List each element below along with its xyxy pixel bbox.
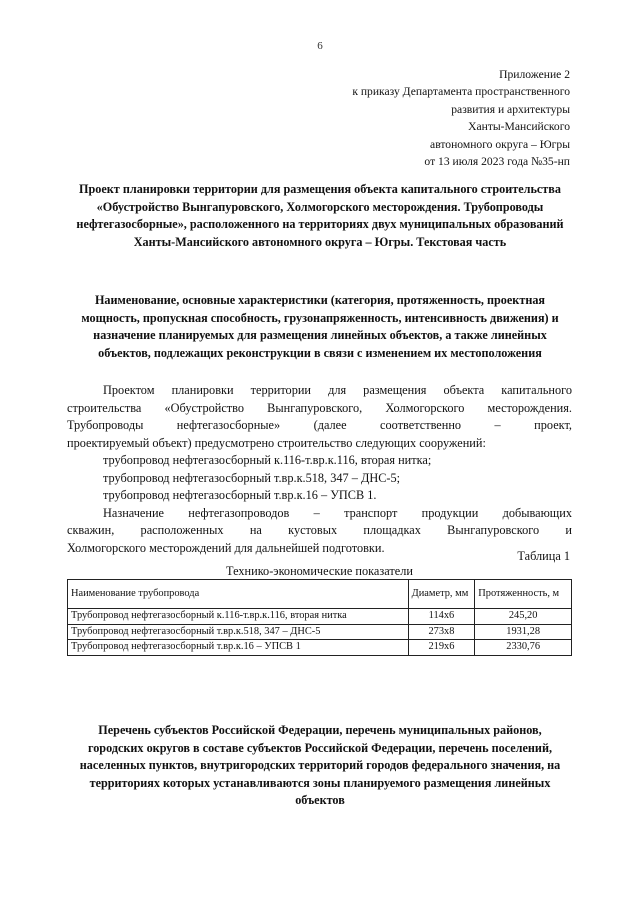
table-cell: 114х6 bbox=[408, 609, 475, 625]
table-row bbox=[68, 640, 572, 656]
paragraph-line: Проектом планировки территории для размещения объекта капитального bbox=[103, 383, 572, 397]
appendix-line: Ханты-Мансийского bbox=[468, 120, 570, 134]
table-cell: Трубопровод нефтегазосборный т.вр.к.16 – УПСВ 1 bbox=[68, 640, 409, 656]
page-number: 6 bbox=[317, 40, 323, 52]
appendix-line: Приложение 2 bbox=[499, 68, 570, 81]
table-number: Таблица 1 bbox=[517, 549, 570, 563]
list-item: трубопровод нефтегазосборный т.вр.к.518, 347 – ДНС-5; bbox=[103, 470, 401, 485]
paragraph-line: Назначение нефтегазопроводов – транспорт продукции добывающих bbox=[103, 505, 572, 520]
appendix-line: от 13 июля 2023 года №35-нп bbox=[424, 155, 570, 169]
body-text bbox=[67, 382, 572, 557]
table-cell: Трубопровод нефтегазосборный к.116-т.вр.к.116, вторая нитка bbox=[68, 609, 409, 625]
table-cell: 2330,76 bbox=[475, 640, 572, 656]
table-cell: 245,20 bbox=[475, 609, 572, 625]
section-heading-characteristics: Наименование, основные характеристики (категория, протяженность, проектная мощность, пропускная способность, грузонапряженность, интенсивность движения) и назначение планируемых для размещения линейных объектов, а также линейных объектов, подлежащих реконструкции в связи с изменением их местоположения bbox=[81, 293, 559, 360]
list-item: трубопровод нефтегазосборный т.вр.к.16 – УПСВ 1. bbox=[103, 488, 377, 502]
appendix-line: к приказу Департамента пространственного bbox=[352, 85, 570, 99]
table-caption: Технико-экономические показатели bbox=[226, 564, 413, 578]
column-header: Наименование трубопровода bbox=[68, 580, 409, 609]
table-cell: Трубопровод нефтегазосборный т.вр.к.518, 347 – ДНС-5 bbox=[68, 624, 409, 640]
appendix-block bbox=[352, 66, 570, 170]
column-header: Диаметр, мм bbox=[408, 580, 475, 609]
document-title: Проект планировки территории для размещения объекта капитального строительства «Обустройство Вынгапуровского, Холмогорского месторождения. Трубопроводы нефтегазосборные», расположенного на территориях двух муниципальных образований Ханты-Мансийского автономного округа – Югры. Текстовая часть bbox=[76, 182, 564, 249]
table-cell: 1931,28 bbox=[475, 624, 572, 640]
section-heading-territories: Перечень субъектов Российской Федерации, перечень муниципальных районов, городских округов в составе субъектов Российской Федерации, перечень поселений, населенных пунктов, внутригородских территорий городов федерального значения, на территориях которых устанавливаются зоны планируемого размещения линейных объектов bbox=[79, 723, 561, 808]
paragraph-line: строительства «Обустройство Вынгапуровского, Холмогорского месторождения. bbox=[67, 400, 572, 415]
appendix-line: автономного округа – Югры bbox=[430, 137, 570, 151]
column-header: Протяженность, м bbox=[475, 580, 572, 609]
paragraph-line: Трубопроводы нефтегазосборные» (далее соответственно – проект, bbox=[67, 418, 572, 432]
list-item: трубопровод нефтегазосборный к.116-т.вр.к.116, вторая нитка; bbox=[103, 453, 432, 467]
table-row bbox=[68, 624, 572, 640]
paragraph-line: проектируемый объект) предусмотрено строительство следующих сооружений: bbox=[67, 435, 486, 450]
table-cell: 273х8 bbox=[408, 624, 475, 640]
table-header-row bbox=[68, 580, 572, 609]
table-cell: 219х6 bbox=[408, 640, 475, 656]
paragraph-line: Холмогорского месторождений для дальнейшей подготовки. bbox=[67, 540, 385, 555]
technical-indicators-table bbox=[67, 579, 572, 656]
paragraph-line: скважин, расположенных на кустовых площадках Вынгапуровского и bbox=[67, 523, 572, 537]
appendix-line: развития и архитектуры bbox=[451, 102, 570, 116]
table-row bbox=[68, 609, 572, 625]
